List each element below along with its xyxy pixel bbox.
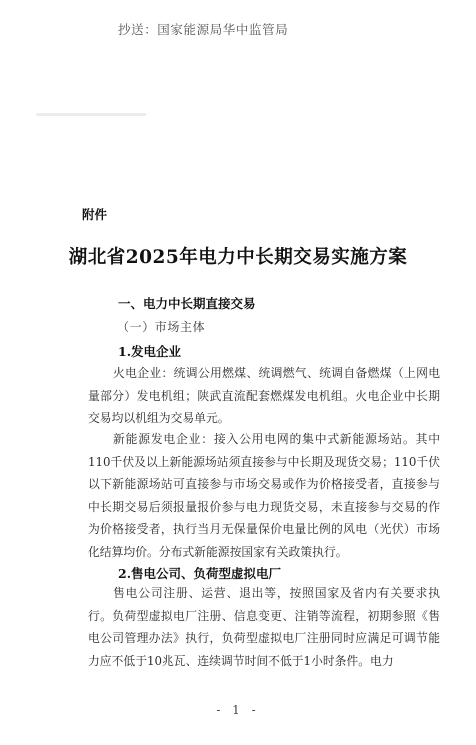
document-title: 湖北省2025年电力中长期交易实施方案: [68, 247, 408, 268]
subsection-heading: （一）市场主体: [117, 320, 206, 334]
paragraph-retail: 售电公司注册、运营、退出等，按照国家及省内有关要求执行。负荷型虚拟电厂注册、信息变更、注销等流程，初期参照《售电公司管理办法》执行，负荷型虚拟电厂注册同时应满足可调节能力应不低于10兆瓦、连续调节时间不低于1小时条件。电力: [88, 586, 440, 668]
page-number: - 1 -: [216, 703, 260, 717]
section-heading: 一、电力中长期直接交易: [118, 296, 256, 311]
faint-scan-mark: [36, 113, 146, 116]
paragraph-new-energy: 新能源发电企业：接入公用电网的集中式新能源场站。其中110千伏及以上新能源场站须直接参与中长期及现货交易；110千伏以下新能源场站可直接参与市场交易或作为价格接受者，直接参与中长期交易后须报量报价参与电力现货交易，未直接参与交易的作为价格接受者，执行当月无保量保价电量比例的风电（光伏）市场化结算均价。分布式新能源按国家有关政策执行。: [88, 432, 440, 559]
item-heading-generation: 1.发电企业: [118, 344, 182, 359]
item-heading-retail: 2.售电公司、负荷型虚拟电厂: [118, 566, 282, 581]
cc-line: 抄送：国家能源局华中监管局: [118, 22, 289, 37]
attachment-label: 附件: [82, 207, 108, 222]
paragraph-thermal-power: 火电企业：统调公用燃煤、统调燃气、统调自备燃煤（上网电量部分）发电机组；陕武直流配套燃煤发电机组。火电企业中长期交易均以机组为交易单元。: [88, 366, 440, 425]
